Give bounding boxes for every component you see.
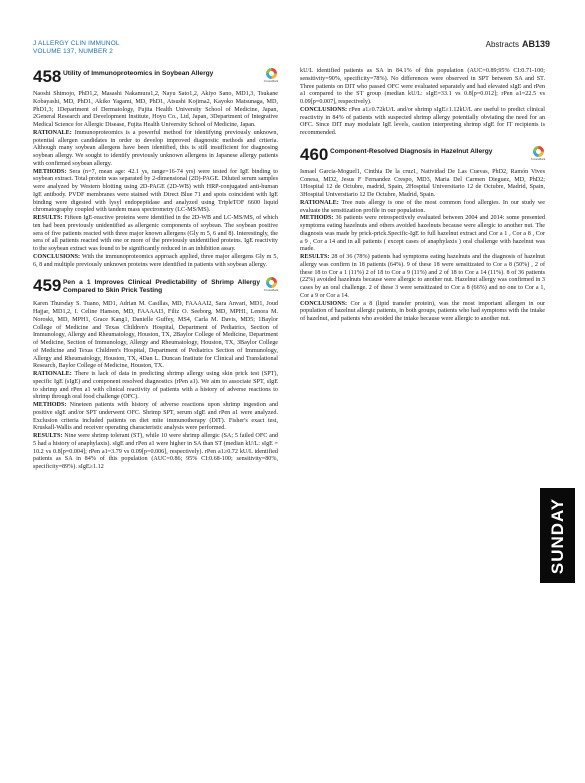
abstract-title: Pen a 1 Improves Clinical Predictability of Shrimp Allergy Compared to Skin Prick Testing [63, 279, 260, 295]
page-number: AB139 [521, 39, 550, 49]
abstract-460 [300, 146, 545, 324]
abstract-section: CONCLUSIONS: Cor a 8 (lipid transfer protein), was the most important allergen in our population of hazelnut allergic patients, in both groups, patients who had symptoms with the intake of hazelnut, and patients who avoided the intake because were allergic to another nut. [300, 300, 545, 322]
crossmark-icon[interactable]: CrossMark [264, 68, 278, 84]
abstract-section: RATIONALE: There is lack of data in predicting shrimp allergy using skin prick test (SPT), specific IgE (sIgE) and component resolved diagnostics (rPen a1). We aim to associate SPT, sIgE to shrimp and rPen a1 with clinical reactivity of patients with a history of adverse reactions to shrimp through oral food challenge (OFC). [33, 371, 278, 401]
abstract-section: METHODS: Nineteen patients with history of adverse reactions upon shrimp ingestion and positive sIgE and/or SPT underwent OFC. Shrimp SPT, serum sIgE and rPen a1 were analyzed. Exclusion criteria included patients on diet mite immunotherapy (DIT). Fisher's exact test, Kruskall-Wallis and receiver operating characteristic analysis were performed. [33, 402, 278, 432]
journal-citation [33, 40, 120, 56]
abstract-459 [33, 277, 278, 472]
abstract-section: CONCLUSIONS: rPen a1≥0.72kU/L and/or shrimp sIgE≥1.12kU/L are useful to predict clinical reactivity in 84% of patients with suspected shrimp allergy potentially obviating the need for an OFC. Since DIT may modulate IgE levels, caution interpreting shrimp sIgE for IT recipients is recommended. [300, 106, 545, 136]
crossmark-icon[interactable]: CrossMark [264, 277, 278, 293]
abstract-459-continued: kU/L identified patients as SA in 84.1% of this population (AUC=0.89;95% CI:0.71-100; sensitivity=90%, specificity=78%). No differences were observed in SPT between SA and ST. Three patients on DIT who passed OFC were evaluated separately and had elevated sIgE and rPen a1 compared to the ST group (median kU/L: sIgE=33.1 vs 0.8[p=0.012]; rPen a1=22.5 vs 0.09[p=0.007], respectively). [300, 68, 545, 105]
abstract-title: Utility of Immunoproteomics in Soybean Allergy [63, 70, 214, 77]
abstract-section: RESULTS: Nine were shrimp tolerant (ST), while 10 were shrimp allergic (SA; 5 failed OFC and 5 had a history of anaphylaxis). sIgE and rPen a1 were higher in SA than ST (median kU/L: sIgE = 10.2 vs 0.8[p=0.004]; rPen a1=3.79 vs 0.09[p=0.006], respectively). rPen a1≥0.72 kU/L identified patients as SA in 84% of this population (AUC=0.86; 95% CI:0.68-100; sensitivity=80%, specificity=89%). sIgE≥1.12 [33, 433, 278, 470]
abstract-number: 458 [33, 67, 62, 86]
abstract-section: RESULTS: 28 of 36 (78%) patients had symptoms eating hazelnuts and the diagnosis of hazelnut allergy was confirm in 18 patients (64%). 9 of these 18 were sensitizated to Cor a 8 (50%) , 2 of these 18 to Cor a 1 (11%) 2 of 18 to Cor a 9 (11%) and 2 of 18 to Cor a 14 (11%). 8 of 36 patients (22%) avoided hazelnuts because were allergic to another nut. Hazelnut allergy was confirmed in 3 cases by an oral challenge. 2 of these 3 were sensitizated to Cor a 8 (66%) and no one to Cor a 1, Cor a 9 or Cor a 14. [300, 254, 545, 299]
running-header [486, 39, 550, 49]
journal-name: J ALLERGY CLIN IMMUNOL [33, 40, 120, 47]
day-label: SUNDAY [547, 497, 567, 574]
abstract-authors: Naoshi Shimojo, PhD1,2, Masashi Nakamura1,2, Nayu Sato1,2, Akiyo Sano, MD1,3, Tsukane Kobayashi, MD, PhD1, Akiko Yagami, MD, PhD1, Atsushi Kojima2, Kayoko Matsunaga, MD, PhD1,3; 1Department of Dermatology, Fujita Health University School of Medicine, Japan, 2General Research and Development Institute, Hoyu Co., Ltd, Japan, 3Department of Integrative Medical Science for Allergic Disease, Fujita Health University School of Medicine, Japan. [33, 91, 278, 128]
crossmark-icon[interactable]: CrossMark [531, 146, 545, 162]
abstract-section: RATIONALE: Immunoproteomics is a powerful method for identifying previously unknown, potential allergen candidates in order to develop improved diagnostic methods and criteria. Although many soybean allergens have been identified, this is still insufficient for diagnosing soybean allergy. We sought to identify previously unknown allergens in Japanese allergy patients with confirmed soybean allergy. [33, 129, 278, 167]
abstract-section: METHODS: 36 patients were retrospectively evaluated between 2004 and 2014: some presented symptoms eating hazelnuts and others avoided hazelnuts because were allergic to another nut. The diagnosis was made by prick-prick.Specific-IgE to full hazelnut extract and Cor a 1 , Cor a 8 , Cor a 9 , Cor a 14 and in all patients ( except cases of anaphylaxis ) oral challenge with hazelnut was made. [300, 215, 545, 253]
abstract-number: 459 [33, 276, 62, 296]
day-side-tab [540, 488, 575, 583]
journal-volume: VOLUME 137, NUMBER 2 [33, 48, 114, 55]
abstract-section: RATIONALE: Tree nuts allergy is one of the most common food allergies. In our study we evaluate the sensitization profile in our population. [300, 199, 545, 214]
abstract-title: Component-Resolved Diagnosis in Hazelnut Allergy [330, 147, 493, 155]
abstract-section: CONCLUSIONS: With the immunoproteomics approach applied, three major allergens Gly m 5, 6, 8 and multiple previously unknown proteins were identified in patients with soybean allergy. [33, 253, 278, 268]
abstract-authors: Ismael Garcia-Moguel1, Cinthia De la cruz1, Natividad De Las Cuevas, PhD2, Ramón Vives Conesa, MD2, Jesus F Fernandez Crespo, MD3, Maria Del Carmen Dieguez, MD, PhD2; 1Hospital 12 de Octubre, madrid, Spain, 2Hospital Universitario 12 de Octubre, Madrid, Spain, 3Hospital Universitario 12 De Octubre, Madrid, Spain. [300, 168, 545, 198]
abstract-number: 460 [300, 144, 329, 164]
abstract-authors: Karen Thursday S. Tuano, MD1, Adrian M. Casillas, MD, FAAAAI2, Sara Anvari, MD1, Joud Hajjar, MD1,2, I. Celine Hanson, MD, FAAAAI3, Filiz O. Seeborg, MD, MPH1, Lenora M. Noroski, MD, MPH1, Grace Kang1, Danielle Guffey, MS4, Carla M. Davis, MD5; 1Baylor College of Medicine and Texas Children's Hospital, Department of Pediatrics, Section of Immunology, Allergy and Rheumatology, Houston, TX, 2Baylor College of Medicine, Department of Medicine, Section of Immunology, Allergy and Rheumatology, Houston, TX, 3Baylor College of Medicine and Texas Children's Hospital, Department of Pediatrics Section of Immunology, Allergy and Rheumatology, Houston, TX, 4Dan L. Duncan Institute for Clinical and Translational Research, Baylor College of Medicine, Houston, TX. [33, 301, 278, 370]
left-column [33, 68, 278, 472]
abstract-section: RESULTS: Fifteen IgE-reactive proteins were identified in the 2D-WB and LC-MS/MS, of which ten had been previously unidentified as allergenic components of soybean. The soybean positive sera of five patients reacted with three major known allergens (Gly m 5, 6 and 8). Interestingly, the sera of all patients reacted with one or more of the previously unidentified proteins. IgE reactivity to the soybean extract was found to be significantly reduced in an inhibition assay. [33, 215, 278, 252]
section-label: Abstracts [485, 40, 519, 49]
right-column [300, 68, 545, 324]
abstract-458 [33, 68, 278, 269]
abstract-section: METHODS: Sera (n=7, mean age: 42.1 ys, range=16-74 yrs) were tested for IgE binding to soybean extract. Total protein was separated by 2-dimensional (2D)-PAGE. Diluted serum samples were analyzed by Western blotting using 2D-PAGE (2D-WB) with HRP-conjugated anti-human IgE antibody. PVDF membranes were stained with Direct Blue 71 and spots coincident with IgE binding were digested with lysyl endopeptidase and analyzed using TripleTOF 6600 liquid chromatography coupled with tandem mass spectrometry (LC-MS/MS). [33, 168, 278, 214]
